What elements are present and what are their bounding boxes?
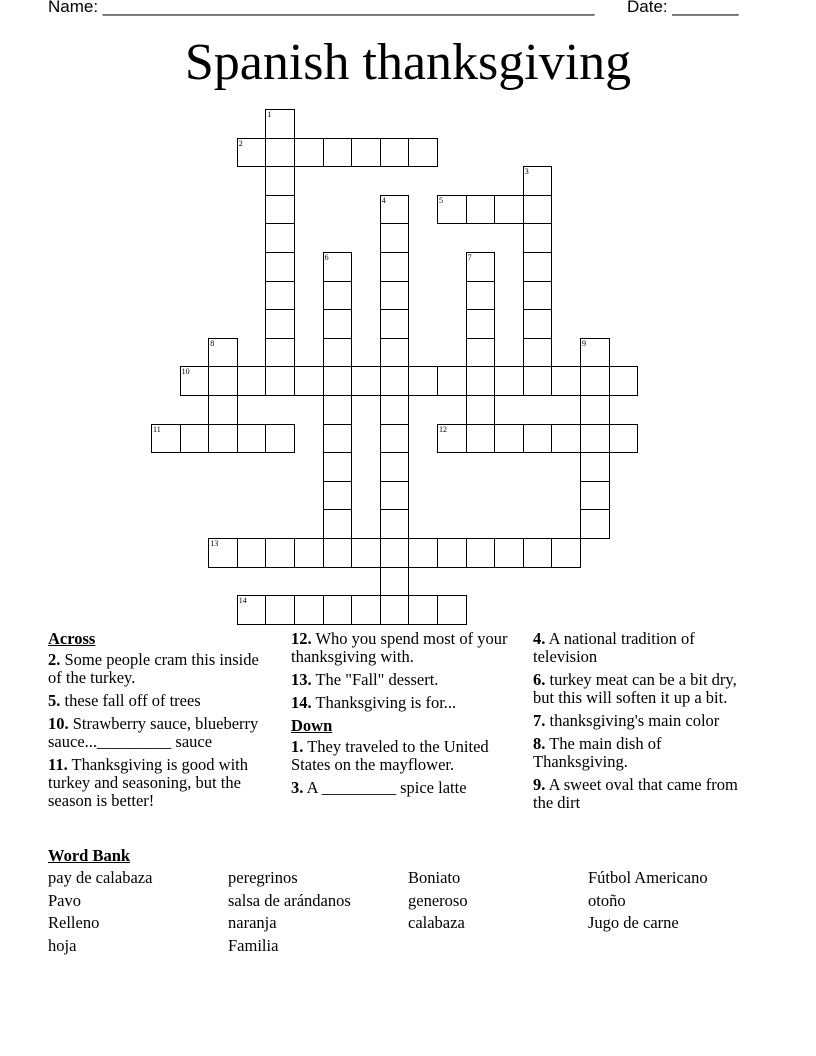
clue-number: 10.	[48, 714, 69, 733]
crossword-cell[interactable]	[551, 424, 581, 454]
clue-number: 2.	[48, 650, 61, 669]
crossword-cell[interactable]	[551, 366, 581, 396]
crossword-cell[interactable]	[523, 252, 553, 282]
crossword-cell[interactable]	[380, 567, 410, 597]
crossword-cell[interactable]	[180, 424, 210, 454]
crossword-cell[interactable]	[523, 366, 553, 396]
clue-text: these fall off of trees	[60, 691, 201, 710]
crossword-cell[interactable]	[380, 424, 410, 454]
crossword-cell[interactable]	[494, 424, 524, 454]
word-bank-list	[48, 867, 768, 967]
crossword-cell[interactable]	[580, 481, 610, 511]
crossword-cell[interactable]	[265, 166, 295, 196]
crossword-cell[interactable]	[380, 223, 410, 253]
crossword-cell[interactable]	[466, 366, 496, 396]
cell-number: 9	[582, 338, 586, 348]
crossword-cell[interactable]	[380, 595, 410, 625]
crossword-cell[interactable]	[265, 281, 295, 311]
crossword-cell[interactable]	[265, 366, 295, 396]
crossword-cell[interactable]	[265, 424, 295, 454]
crossword-cell[interactable]	[323, 424, 353, 454]
crossword-cell[interactable]	[466, 252, 496, 282]
crossword-cell[interactable]	[323, 395, 353, 425]
crossword-cell[interactable]	[265, 538, 295, 568]
crossword-cell[interactable]	[380, 538, 410, 568]
crossword-cell[interactable]	[380, 252, 410, 282]
crossword-cell[interactable]	[380, 138, 410, 168]
crossword-cell[interactable]	[323, 138, 353, 168]
clue-number: 7.	[533, 711, 546, 730]
crossword-cell[interactable]	[265, 252, 295, 282]
crossword-cell[interactable]	[380, 481, 410, 511]
word-bank-item: hoja	[48, 935, 77, 955]
clue-down-7	[533, 712, 758, 730]
cell-number: 4	[381, 195, 386, 205]
crossword-cell[interactable]	[180, 366, 210, 396]
word-bank-item: Boniato	[408, 868, 461, 887]
clue-down-8	[533, 735, 758, 771]
word-bank-item: generoso	[408, 890, 468, 910]
crossword-cell[interactable]	[265, 338, 295, 368]
word-bank-item: Familia	[228, 935, 279, 955]
name-field[interactable]: Name: ____________________________________________________	[48, 0, 595, 16]
word-bank-item: naranja	[228, 913, 277, 933]
clue-number: 11.	[48, 755, 68, 774]
page-title: Spanish thanksgiving	[184, 34, 632, 91]
date-field[interactable]: Date: _______	[627, 0, 739, 16]
down-heading: Down	[291, 716, 333, 735]
cell-number: 2	[238, 138, 243, 148]
crossword-cell[interactable]	[437, 424, 467, 454]
crossword-cell[interactable]	[294, 366, 324, 396]
cell-number: 12	[439, 424, 447, 434]
crossword-cell[interactable]	[380, 395, 410, 425]
crossword-cell[interactable]	[294, 595, 324, 625]
clue-across-12	[291, 630, 516, 666]
crossword-cell[interactable]	[580, 452, 610, 482]
word-bank-heading: Word Bank	[48, 846, 131, 865]
crossword-cell[interactable]	[237, 595, 267, 625]
cell-number: 5	[439, 195, 443, 205]
clue-text: Thanksgiving is for...	[311, 693, 457, 712]
cell-number: 8	[210, 338, 215, 348]
crossword-cell[interactable]	[208, 538, 238, 568]
crossword-cell[interactable]	[380, 452, 410, 482]
clue-text: The main dish of Thanksgiving.	[533, 734, 662, 771]
crossword-cell[interactable]	[323, 595, 353, 625]
clue-down-9	[533, 776, 758, 812]
crossword-cell[interactable]	[551, 538, 581, 568]
clue-number: 12.	[291, 629, 312, 648]
cell-number: 14	[238, 596, 247, 606]
crossword-cell[interactable]	[609, 424, 639, 454]
clue-text: A sweet oval that came from the dirt	[533, 775, 738, 812]
clue-column-1	[48, 630, 273, 815]
clue-number: 3.	[291, 778, 304, 797]
crossword-cell[interactable]	[208, 395, 238, 425]
clue-number: 9.	[533, 775, 546, 794]
crossword-cell[interactable]	[237, 424, 267, 454]
word-bank-item: peregrinos	[228, 868, 298, 887]
word-bank-item: pay de calabaza	[48, 868, 153, 887]
crossword-cell[interactable]	[437, 195, 467, 225]
crossword-cell[interactable]	[466, 195, 496, 225]
crossword-cell[interactable]	[323, 538, 353, 568]
crossword-cell[interactable]	[408, 595, 438, 625]
clue-across-14	[291, 694, 516, 712]
crossword-cell[interactable]	[580, 424, 610, 454]
crossword-cell[interactable]	[580, 366, 610, 396]
clue-number: 14.	[291, 693, 312, 712]
crossword-cell[interactable]	[265, 223, 295, 253]
crossword-cell[interactable]	[494, 195, 524, 225]
cell-number: 6	[324, 253, 329, 262]
crossword-cell[interactable]	[237, 538, 267, 568]
clue-text: Strawberry sauce, blueberry sauce..._________ sauce	[48, 714, 259, 751]
clue-number: 5.	[48, 691, 61, 710]
clue-text: A national tradition of television	[533, 629, 695, 666]
crossword-cell[interactable]	[323, 252, 353, 282]
crossword-cell[interactable]	[265, 138, 295, 168]
clue-across-2	[48, 651, 273, 687]
clue-column-2	[291, 630, 516, 802]
crossword-cell[interactable]	[523, 424, 553, 454]
cell-number: 1	[267, 110, 272, 119]
crossword-cell[interactable]	[380, 195, 410, 225]
word-bank-item: salsa de arándanos	[228, 890, 351, 910]
crossword-cell[interactable]	[323, 481, 353, 511]
crossword-cell[interactable]	[408, 538, 438, 568]
clue-number: 4.	[533, 629, 546, 648]
crossword-cell[interactable]	[323, 309, 353, 339]
crossword-cell[interactable]	[351, 138, 381, 168]
cell-number: 13	[210, 539, 219, 548]
clue-text: The "Fall" dessert.	[311, 670, 439, 689]
crossword-cell[interactable]	[494, 538, 524, 568]
crossword-cell[interactable]	[380, 281, 410, 311]
clue-text: thanksgiving's main color	[545, 711, 720, 730]
crossword-cell[interactable]	[323, 281, 353, 311]
word-bank-item: otoño	[588, 890, 626, 910]
crossword-cell[interactable]	[523, 223, 553, 253]
cell-number: 10	[181, 367, 190, 377]
crossword-cell[interactable]	[323, 366, 353, 396]
crossword-cell[interactable]	[294, 138, 324, 168]
word-bank-item: Relleno	[48, 913, 100, 933]
crossword-cell[interactable]	[408, 138, 438, 168]
crossword-cell[interactable]	[323, 452, 353, 482]
crossword-cell[interactable]	[265, 109, 295, 139]
word-bank-item: calabaza	[408, 913, 465, 933]
clue-across-5	[48, 692, 273, 710]
crossword-cell[interactable]	[437, 595, 467, 625]
word-bank-item: Pavo	[48, 890, 81, 910]
clue-text: They traveled to the United States on the mayflower.	[291, 737, 489, 774]
crossword-cell[interactable]	[208, 424, 238, 454]
clue-across-10	[48, 715, 273, 751]
clue-text: Some people cram this inside of the turkey.	[48, 650, 259, 687]
crossword-cell[interactable]	[466, 338, 496, 368]
crossword-cell[interactable]	[523, 309, 553, 339]
crossword-cell[interactable]	[380, 309, 410, 339]
crossword-cell[interactable]	[323, 338, 353, 368]
crossword-cell[interactable]	[580, 395, 610, 425]
word-bank-item: Jugo de carne	[588, 913, 679, 933]
crossword-cell[interactable]	[466, 309, 496, 339]
cell-number: 7	[467, 253, 472, 262]
cell-number: 11	[153, 424, 161, 434]
crossword-cell[interactable]	[523, 538, 553, 568]
crossword-cell[interactable]	[294, 538, 324, 568]
crossword-cell[interactable]	[523, 338, 553, 368]
across-heading: Across	[48, 629, 96, 648]
clue-text: Who you spend most of your thanksgiving with.	[291, 629, 508, 666]
crossword-cell[interactable]	[466, 395, 496, 425]
crossword-cell[interactable]	[208, 338, 238, 368]
crossword-cell[interactable]	[609, 366, 639, 396]
crossword-cell[interactable]	[466, 424, 496, 454]
clue-text: turkey meat can be a bit dry, but this will soften it up a bit.	[533, 670, 737, 707]
clue-text: A _________ spice latte	[303, 778, 467, 797]
crossword-cell[interactable]	[437, 366, 467, 396]
cell-number: 3	[524, 167, 529, 177]
clue-column-3	[533, 630, 758, 817]
crossword-cell[interactable]	[380, 509, 410, 539]
crossword-cell[interactable]	[237, 366, 267, 396]
crossword-cell[interactable]	[437, 538, 467, 568]
clue-down-4	[533, 630, 758, 666]
crossword-cell[interactable]	[380, 338, 410, 368]
crossword-cell[interactable]	[351, 538, 381, 568]
crossword-cell[interactable]	[580, 509, 610, 539]
crossword-cell[interactable]	[408, 366, 438, 396]
crossword-cell[interactable]	[351, 366, 381, 396]
crossword-cell[interactable]	[494, 366, 524, 396]
crossword-cell[interactable]	[265, 195, 295, 225]
clue-down-3	[291, 779, 516, 797]
word-bank-item: Fútbol Americano	[588, 868, 708, 887]
clue-across-11	[48, 756, 273, 810]
clue-number: 6.	[533, 670, 546, 689]
crossword-cell[interactable]	[265, 309, 295, 339]
clue-number: 8.	[533, 734, 546, 753]
crossword-cell[interactable]	[466, 281, 496, 311]
clue-number: 1.	[291, 737, 304, 756]
crossword-cell[interactable]	[208, 366, 238, 396]
crossword-cell[interactable]	[580, 338, 610, 368]
crossword-cell[interactable]	[351, 595, 381, 625]
crossword-cell[interactable]	[265, 595, 295, 625]
crossword-cell[interactable]	[523, 166, 553, 196]
clue-text: Thanksgiving is good with turkey and seasoning, but the season is better!	[48, 755, 249, 810]
crossword-cell[interactable]	[523, 281, 553, 311]
crossword-cell[interactable]	[380, 366, 410, 396]
clue-down-6	[533, 671, 758, 707]
clue-down-1	[291, 738, 516, 774]
crossword-cell[interactable]	[151, 424, 181, 454]
clue-number: 13.	[291, 670, 312, 689]
crossword-cell[interactable]	[323, 509, 353, 539]
crossword-cell[interactable]	[237, 138, 267, 168]
crossword-cell[interactable]	[466, 538, 496, 568]
crossword-cell[interactable]	[523, 195, 553, 225]
word-bank	[48, 845, 768, 967]
clue-across-13	[291, 671, 516, 689]
